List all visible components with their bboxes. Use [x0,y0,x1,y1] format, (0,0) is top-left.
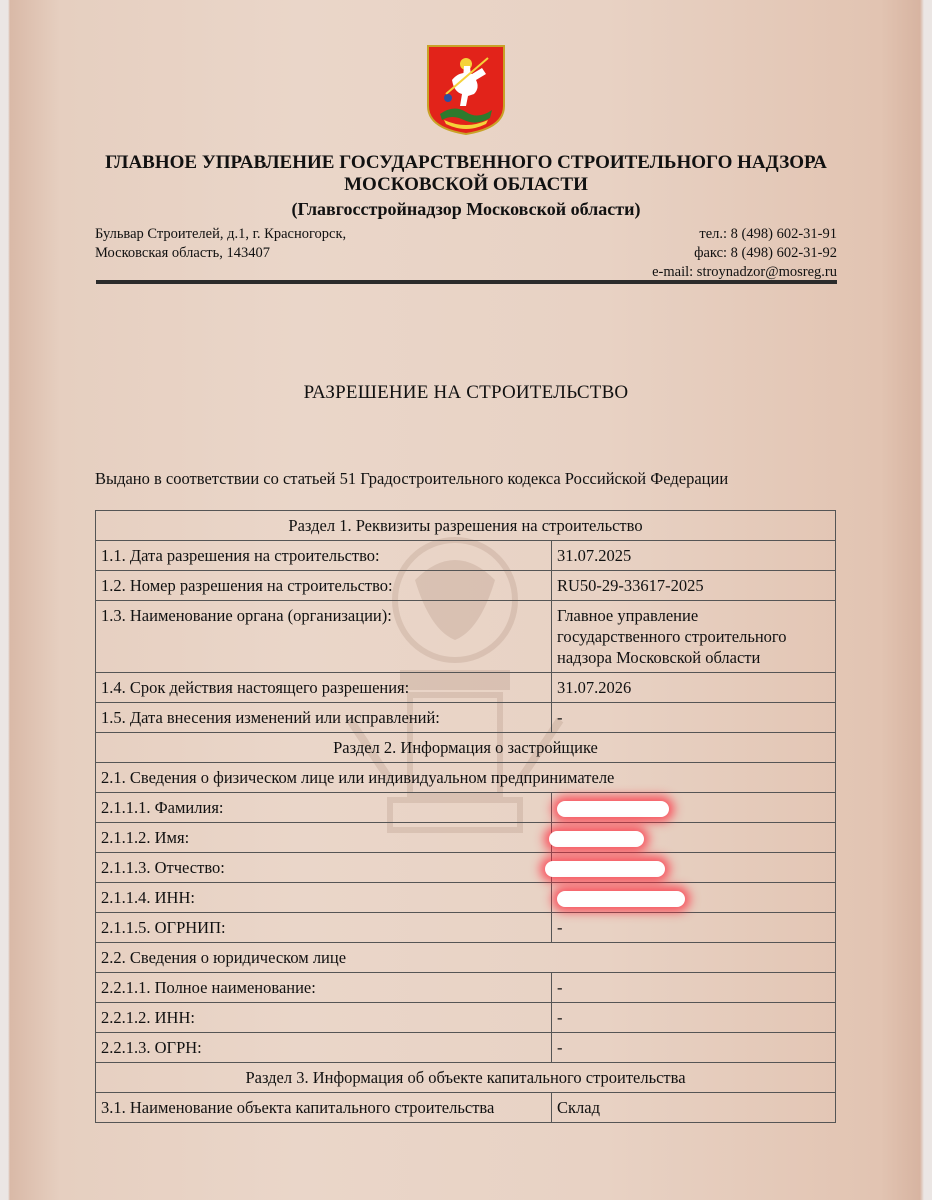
table-row [96,853,836,883]
field-value: Склад [552,1093,836,1123]
field-value [552,601,836,673]
table-row [96,733,836,763]
table-row [96,793,836,823]
table-row [96,703,836,733]
header-divider [96,280,837,284]
address-line2: Московская область, 143407 [95,245,270,261]
field-value: 31.07.2025 [552,541,836,571]
field-label: 2.2.1.1. Полное наименование: [96,973,552,1003]
field-label: 2.2.1.3. ОГРН: [96,1033,552,1063]
field-label: 2.1.1.3. Отчество: [96,853,552,883]
field-value: RU50-29-33617-2025 [552,571,836,601]
field-label: 2.2.1.2. ИНН: [96,1003,552,1033]
email-text: e-mail: stroynadzor@mosreg.ru [652,264,837,280]
organization-title [60,152,872,196]
fax-text: факс: 8 (498) 602-31-92 [694,245,837,261]
subsection-header: 2.1. Сведения о физическом лице или индивидуальном предпринимателе [96,763,836,793]
org-title-line2: МОСКОВСКОЙ ОБЛАСТИ [344,174,588,195]
legal-basis-text: Выдано в соответствии со статьей 51 Градостроительного кодекса Российской Федерации [95,469,729,488]
redaction-mark [549,831,644,847]
contacts-block [652,225,837,282]
field-label: 3.1. Наименование объекта капитального строительства [96,1093,552,1123]
redaction-mark [545,861,665,877]
field-value: 31.07.2026 [552,673,836,703]
field-label: 1.1. Дата разрешения на строительство: [96,541,552,571]
value-line: надзора Московской области [557,648,761,667]
field-value: - [552,703,836,733]
table-row [96,511,836,541]
table-row [96,571,836,601]
organization-short-name: (Главгосстройнадзор Московской области) [291,199,641,219]
table-row [96,763,836,793]
field-value: - [552,913,836,943]
section-header: Раздел 2. Информация о застройщике [96,733,836,763]
table-row [96,973,836,1003]
table-row [96,541,836,571]
redacted-value [552,853,836,883]
table-row [96,1033,836,1063]
table-row [96,673,836,703]
redacted-value [552,883,836,913]
phone-text: тел.: 8 (498) 602-31-91 [699,226,837,242]
redacted-value [552,823,836,853]
field-label: 2.1.1.1. Фамилия: [96,793,552,823]
field-label: 2.1.1.2. Имя: [96,823,552,853]
redaction-mark [557,891,685,907]
table-row [96,823,836,853]
address-line1: Бульвар Строителей, д.1, г. Красногорск, [95,226,347,242]
field-label: 2.1.1.4. ИНН: [96,883,552,913]
document-title: РАЗРЕШЕНИЕ НА СТРОИТЕЛЬСТВО [303,382,629,403]
field-value: - [552,1003,836,1033]
value-line: государственного строительного [557,627,787,646]
field-value: - [552,973,836,1003]
table-row [96,1003,836,1033]
table-row [96,601,836,673]
field-label: 1.5. Дата внесения изменений или исправлений: [96,703,552,733]
coat-of-arms-icon [426,44,506,136]
field-value: - [552,1033,836,1063]
table-row [96,883,836,913]
permit-table [95,510,836,1123]
table-row [96,1063,836,1093]
value-line: Главное управление [557,606,699,625]
field-label: 2.1.1.5. ОГРНИП: [96,913,552,943]
table-row [96,1093,836,1123]
table-row [96,943,836,973]
field-label: 1.2. Номер разрешения на строительство: [96,571,552,601]
subsection-header: 2.2. Сведения о юридическом лице [96,943,836,973]
section-header: Раздел 1. Реквизиты разрешения на строительство [96,511,836,541]
address-block [95,225,346,263]
field-label: 1.3. Наименование органа (организации): [96,601,552,673]
redaction-mark [557,801,669,817]
field-label: 1.4. Срок действия настоящего разрешения: [96,673,552,703]
redacted-value [552,793,836,823]
section-header: Раздел 3. Информация об объекте капитального строительства [96,1063,836,1093]
table-row [96,913,836,943]
org-title-line1: ГЛАВНОЕ УПРАВЛЕНИЕ ГОСУДАРСТВЕННОГО СТРОИТЕЛЬНОГО НАДЗОРА [105,152,827,173]
